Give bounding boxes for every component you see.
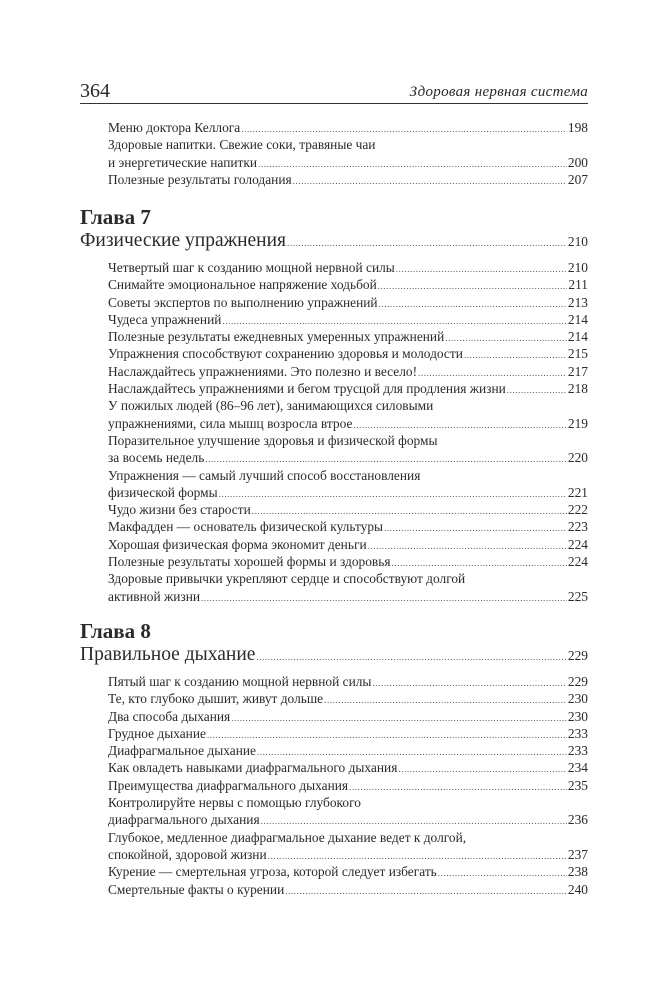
toc-entry [108, 328, 588, 345]
toc-entry [108, 881, 588, 898]
dot-leader [507, 380, 567, 399]
toc-page-number: 236 [567, 812, 588, 828]
toc-entry-text: Снимайте эмоциональное напряжение ходьбой [108, 277, 377, 293]
toc-entry-text: Четвертый шаг к созданию мощной нервной силы [108, 260, 395, 275]
toc-entry-text: Преимущества диафрагмального дыхания [108, 777, 349, 793]
toc-entry-row [108, 119, 588, 136]
toc-entry-line: Контролируйте нервы с помощью глубокого [108, 795, 361, 811]
toc-section-continued [80, 119, 588, 188]
toc-page-number: 224 [567, 536, 588, 552]
toc-entry [108, 759, 588, 776]
toc-entry-row [108, 881, 588, 898]
toc-entry [108, 119, 588, 136]
toc-entry-text: Наслаждайтесь упражнениями. Это полезно и весело! [108, 363, 418, 379]
toc-page-number: 221 [567, 484, 588, 500]
toc-entry-line: Поразительное улучшение здоровья и физической формы [108, 432, 438, 448]
toc-section-chapter-8 [80, 619, 588, 898]
toc-entry-text: и энергетические напитки [108, 154, 258, 170]
toc-page-number: 229 [567, 674, 588, 689]
toc-section-chapter-7 [80, 205, 588, 605]
toc-entry [108, 311, 588, 328]
toc-entry-row [108, 328, 588, 345]
chapter-label: Глава 7 [80, 205, 151, 229]
running-title: Здоровая нервная система [409, 84, 588, 100]
dot-leader [285, 881, 567, 900]
toc-entry-text: диафрагмального дыхания [108, 812, 260, 828]
toc-entry-row [108, 171, 588, 188]
toc-entry-row [108, 690, 588, 707]
toc-entry [108, 863, 588, 880]
dot-leader [261, 811, 567, 830]
toc-entry [108, 380, 588, 397]
toc-entry-text: Чудеса упражнений [108, 311, 222, 327]
toc-entry [108, 259, 588, 276]
toc-entry-text: физической формы [108, 484, 218, 500]
toc-page-number: 219 [567, 415, 588, 431]
toc-entry-text: Смертельные факты о курении [108, 881, 285, 897]
toc-page-number: 240 [567, 881, 588, 897]
chapter-title [80, 643, 588, 667]
toc-entry-text: Правильное дыхание [80, 644, 256, 665]
toc-entry-row [108, 311, 588, 328]
toc-entry [108, 553, 588, 570]
toc-entry-row [108, 588, 588, 605]
toc-entry [108, 432, 588, 467]
toc-entry [108, 690, 588, 707]
toc-entry-text: за восемь недель [108, 450, 205, 466]
toc-entry-row [108, 846, 588, 863]
toc-entry-row [108, 863, 588, 880]
toc-entry-row [108, 294, 588, 311]
toc-page-number: 198 [567, 120, 588, 135]
toc-entry [108, 501, 588, 518]
toc-entry-line: Глубокое, медленное диафрагмальное дыхание ведет к долгой, [108, 829, 467, 845]
toc-entry [108, 345, 588, 362]
toc-entry-text: спокойной, здоровой жизни [108, 846, 267, 862]
toc-entry-row [108, 415, 588, 432]
toc-entry [108, 794, 588, 829]
toc-entry-text: Физические упражнения [80, 230, 287, 251]
toc-entry-text: Курение — смертельная угроза, которой следует избегать [108, 864, 437, 880]
toc-entry-text: Полезные результаты ежедневных умеренных упражнений [108, 329, 445, 345]
dot-leader [205, 449, 567, 468]
toc-entry-row [108, 518, 588, 535]
toc-entry-line: Здоровые напитки. Свежие соки, травяные чаи [108, 137, 376, 153]
toc-page-number: 218 [567, 381, 588, 397]
toc-page-number: 213 [567, 294, 588, 310]
toc-entry-row [108, 154, 588, 171]
toc-entry-text: активной жизни [108, 588, 201, 604]
toc-entry-list [80, 119, 588, 188]
toc-page-number: 224 [567, 554, 588, 570]
toc-entry-row [108, 363, 588, 380]
toc-page-number: 215 [567, 346, 588, 362]
toc-entry-text: Полезные результаты голодания [108, 171, 292, 187]
toc-entry-text: Полезные результаты хорошей формы и здоровья [108, 554, 391, 570]
toc-entry-text: Макфадден — основатель физической культуры [108, 519, 384, 535]
toc-entry-row [108, 276, 588, 293]
toc-page-number: 229 [567, 648, 588, 663]
toc-page-number: 237 [567, 846, 588, 862]
toc-entry-text: Те, кто глубоко дышит, живут дольше [108, 691, 324, 707]
toc-entry-text: Грудное дыхание [108, 725, 206, 741]
toc-entry-line: Здоровые привычки укрепляют сердце и способствуют долгой [108, 571, 466, 587]
toc-entry [108, 171, 588, 188]
toc-entry [108, 294, 588, 311]
toc-entry [108, 136, 588, 171]
toc-page-number: 220 [567, 450, 588, 466]
page-header [80, 76, 588, 104]
toc-page-number: 200 [567, 154, 588, 170]
toc-entry-list [80, 673, 588, 898]
toc-entry [108, 397, 588, 432]
toc-entry-text: Пятый шаг к созданию мощной нервной силы [108, 674, 372, 689]
toc-entry-text: Наслаждайтесь упражнениями и бегом трусцой для продления жизни [108, 381, 506, 397]
toc-page-number: 211 [568, 277, 588, 293]
toc-entry-text: Диафрагмальное дыхание [108, 743, 256, 759]
toc-entry-row [108, 501, 588, 518]
toc-entry [108, 276, 588, 293]
toc-entry-row [108, 742, 588, 759]
toc-entry-list [80, 259, 588, 605]
toc-page-number: 230 [567, 708, 588, 724]
toc-page-number: 217 [567, 363, 588, 379]
toc-entry-row [108, 777, 588, 794]
toc-page-number: 225 [567, 588, 588, 604]
toc-entry [108, 467, 588, 502]
toc-entry-text: упражнениями, сила мышц возросла втрое [108, 415, 353, 431]
toc-page-number: 235 [567, 777, 588, 793]
toc-page-number: 233 [567, 725, 588, 741]
toc-page-number: 234 [567, 760, 588, 776]
toc-entry-text: Советы экспертов по выполнению упражнений [108, 294, 378, 310]
toc-entry-row [108, 811, 588, 828]
toc-entry-line: Упражнения — самый лучший способ восстановления [108, 467, 421, 483]
toc-entry-text: Меню доктора Келлога [108, 120, 241, 135]
toc-entry [108, 570, 588, 605]
toc-entry [108, 725, 588, 742]
page-number: 364 [80, 80, 110, 102]
toc-entry-row [108, 484, 588, 501]
toc-entry-text: Упражнения способствуют сохранению здоровья и молодости [108, 346, 463, 362]
chapter-label: Глава 8 [80, 619, 151, 643]
toc-entry-row [108, 725, 588, 742]
toc-entry [108, 536, 588, 553]
toc-entry-row [108, 380, 588, 397]
toc-entry-text: Чудо жизни без старости [108, 502, 251, 518]
toc-entry [108, 742, 588, 759]
toc-entry-row [108, 759, 588, 776]
toc-page-number: 214 [567, 329, 588, 345]
toc-page-number: 210 [567, 234, 588, 249]
toc-page-number: 222 [567, 502, 588, 518]
dot-leader [256, 643, 567, 669]
toc-entry-text: Два способа дыхания [108, 708, 231, 724]
dot-leader [287, 229, 567, 255]
toc-entry-row [108, 536, 588, 553]
toc-entry-row [108, 259, 588, 276]
toc-entry-row [108, 553, 588, 570]
toc-entry [108, 518, 588, 535]
chapter-title [80, 229, 588, 253]
toc-entry-row [108, 708, 588, 725]
toc-page-number: 214 [567, 311, 588, 327]
dot-leader [201, 588, 567, 607]
dot-leader [349, 777, 567, 796]
toc-page-number: 230 [567, 691, 588, 707]
toc-entry [108, 777, 588, 794]
toc-entry-line: У пожилых людей (86–96 лет), занимающихся силовыми [108, 398, 434, 414]
toc-page-number: 223 [567, 519, 588, 535]
toc-entry-row [108, 449, 588, 466]
dot-leader [293, 171, 567, 190]
toc-entry-row [108, 673, 588, 690]
toc-entry [108, 708, 588, 725]
toc-page-number: 210 [567, 260, 588, 275]
toc-entry-text: Хорошая физическая форма экономит деньги [108, 536, 367, 552]
toc-page-number: 238 [567, 864, 588, 880]
toc-entry [108, 673, 588, 690]
toc-entry [108, 363, 588, 380]
toc-page-number: 207 [567, 171, 588, 187]
toc-entry-row [108, 345, 588, 362]
toc-page-number: 233 [567, 743, 588, 759]
toc-entry [108, 829, 588, 864]
toc-entry-text: Как овладеть навыками диафрагмального дыхания [108, 760, 398, 776]
